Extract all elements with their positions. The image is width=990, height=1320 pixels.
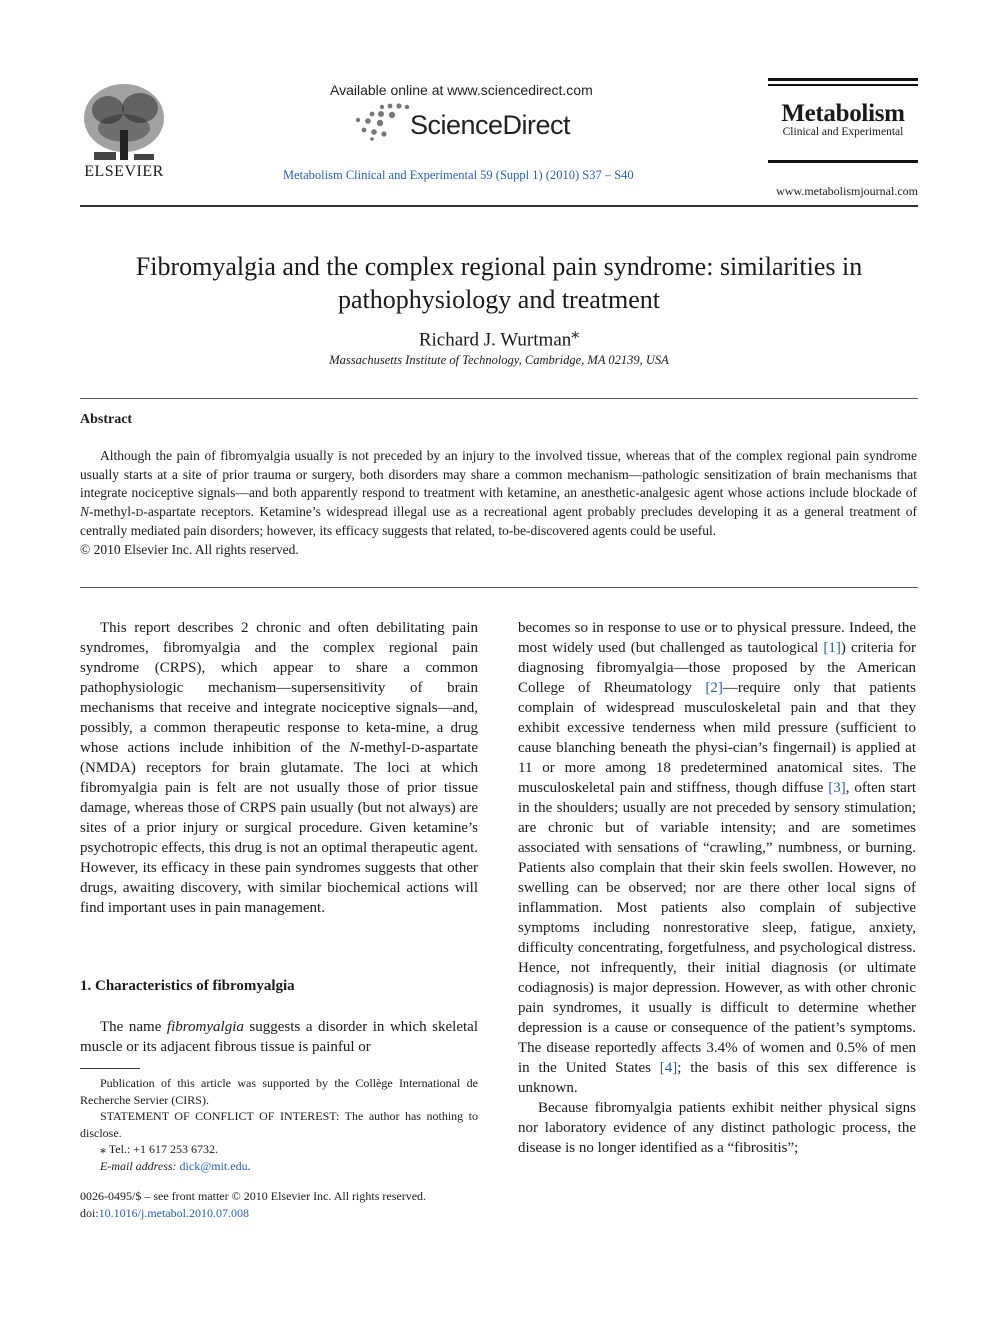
italic-term: fibromyalgia [166, 1019, 244, 1035]
email-period: . [247, 1158, 251, 1173]
abstract-text: -aspartate receptors. Ketamine’s widespread illegal use as a recreational agent probably precludes developing it as a general treatment of centrally mediated pain disorders; however, its efficacy suggests that related, to-be-discovered agents could be useful. [80, 503, 917, 538]
small-caps-d: D [411, 741, 420, 755]
section-1-paragraph [80, 1017, 478, 1057]
body-text: , often start in the shoulders; usually are not preceded by sensory stimulation; are chronic but of variable intensity; and are sometimes associated with sensations of “crawling,” numbness, or burning. Patients also complain that their skin feels swollen. However, no swelling can be observed; nor are there other local signs of inflammation. Most patients also complain of subjective symptoms including nonrestorative sleep, fatigue, anxiety, difficulty concentrating, forgetfulness, and psychological distress. Hence, not infrequently, their initial diagnosis (or ultimate codiagnosis) is major depression. However, as with other chronic pain syndromes, it usually is difficult to determine whether depression is a cause or consequence of the patient’s symptoms. The disease reportedly affects 3.4% of women and 0.5% of men in the United States [518, 780, 916, 1076]
journal-name: Metabolism [781, 99, 905, 127]
author-footnote-mark[interactable]: ⁎ [571, 325, 580, 342]
body-text: -aspartate (NMDA) receptors for brain glutamate. The loci at which fibromyalgia pain is felt are not usually those of prior tissue damage, whereas those of CRPS pain usually (but not always) are sites of a prior injury or surgical procedure. Given ketamine’s psychotropic effects, this drug is not an optimal therapeutic agent. However, its efficacy in these pain syndromes suggests that other drugs, awaiting discovery, with similar biochemical actions will find important uses in pain management. [80, 740, 478, 916]
email-label: E-mail address: [100, 1158, 177, 1173]
front-matter [80, 1188, 478, 1221]
body-text: becomes so in response to use or to physical pressure. Indeed, the most widely used (but challenged as tautological [518, 620, 916, 656]
publisher-name: ELSEVIER [84, 163, 164, 180]
body-text: ; the basis of this sex difference is unknown. [518, 1060, 916, 1096]
body-text: —require only that patients complain of widespread musculoskeletal pain and that they exhibit excessive tenderness when mild pressure (sufficient to cause blanching beneath the physi-cian’s fingernail) is applied at 11 or more among 18 predetermined anatomical sites. The musculoskeletal pain and stiffness, though diffuse [518, 680, 916, 796]
doi-link[interactable]: 10.1016/j.metabol.2010.07.008 [98, 1205, 249, 1220]
author-name: Richard J. Wurtman [418, 329, 572, 351]
section-1-heading: 1. Characteristics of fibromyalgia [80, 978, 295, 994]
journal-rule-top [768, 78, 918, 81]
body-text: This report describes 2 chronic and often debilitating pain syndromes, fibromyalgia and the complex regional pain syndrome (CRPS), which appear to share a common pathophysiologic mechanism—supersensitivity of brain mechanisms that receive and integrate nociceptive signals—and, possibly, a common therapeutic response to keta-mine, a drug whose actions include inhibition of the [80, 620, 478, 756]
intro-paragraph [80, 618, 478, 918]
article-title: Fibromyalgia and the complex regional pain syndrome: similarities in pathophysiology and treatment [135, 252, 863, 314]
header-divider [80, 205, 918, 207]
footnote-email [80, 1158, 478, 1175]
author-line [80, 323, 918, 351]
right-paragraph-1 [518, 618, 916, 1098]
abstract-italic-n: N [80, 503, 90, 519]
issn-line: 0026-0495/$ – see front matter © 2010 Elsevier Inc. All rights reserved. [80, 1189, 427, 1203]
citation-link-4[interactable]: [4] [659, 1060, 678, 1076]
journal-rule-bottom [768, 160, 918, 163]
abstract-small-caps-d: D [135, 506, 144, 519]
body-text: -methyl- [359, 740, 412, 756]
abstract-heading: Abstract [80, 412, 133, 427]
footnote-rule [80, 1068, 140, 1069]
abstract-top-rule [80, 398, 918, 399]
footnote-tel: ⁎ Tel.: +1 617 253 6732. [100, 1142, 219, 1156]
body-text: suggests a disorder in which skeletal muscle or its adjacent fibrous tissue is painful or [80, 1019, 478, 1055]
footnotes [80, 1075, 478, 1174]
italic-n: N [349, 740, 360, 756]
citation-link-2[interactable]: [2] [705, 680, 723, 696]
email-link[interactable]: dick@mit.edu [179, 1158, 248, 1173]
sciencedirect-wordmark: ScienceDirect [410, 110, 571, 140]
journal-url[interactable]: www.metabolismjournal.com [776, 184, 918, 198]
right-column [518, 618, 916, 1158]
abstract-text: -methyl- [89, 503, 136, 519]
abstract-copyright: © 2010 Elsevier Inc. All rights reserved. [80, 541, 299, 557]
intro-section [80, 618, 478, 918]
doi-label: doi: [80, 1205, 99, 1220]
journal-rule-top-thin [768, 84, 918, 86]
body-text: The name [100, 1019, 167, 1035]
abstract-bottom-rule [80, 587, 918, 588]
abstract-text: Although the pain of fibromyalgia usually is not preceded by an injury to the involved tissue, whereas that of the complex regional pain syndrome usually starts at a site of prior trauma or surgery, both disorders may share a common mechanism—pathologic sensitization of brain mechanisms that integrate nociceptive signals—and both apparently respond to treatment with ketamine, an anesthetic-analgesic agent whose actions include blockade of [80, 448, 917, 500]
section-1-body [80, 1017, 478, 1057]
right-paragraph-2: Because fibromyalgia patients exhibit neither physical signs nor laboratory evidence of any distinct pathologic process, the disease is no longer identified as a “fibrositis”; [518, 1100, 916, 1156]
author-affiliation: Massachusetts Institute of Technology, Cambridge, MA 02139, USA [329, 353, 669, 367]
sciencedirect-dots-icon [352, 103, 410, 141]
journal-subtitle: Clinical and Experimental [782, 125, 904, 138]
citation-link-3[interactable]: [3] [828, 780, 846, 796]
abstract-body [80, 447, 917, 559]
footnote-support: Publication of this article was supported by the Collège International de Recherche Servier (CIRS). [80, 1076, 478, 1107]
citation-link-1[interactable]: [1] [823, 640, 841, 656]
body-text: ) criteria for diagnosing fibromyalgia—those proposed by the American College of Rheumatology [518, 640, 916, 696]
journal-logo [768, 78, 918, 138]
available-online-text: Available online at www.sciencedirect.com [330, 82, 593, 98]
doi-line [80, 1205, 478, 1222]
journal-citation-link[interactable]: Metabolism Clinical and Experimental 59 (Suppl 1) (2010) S37 – S40 [283, 168, 634, 182]
footnote-conflict: STATEMENT OF CONFLICT OF INTEREST: The author has nothing to disclose. [80, 1109, 478, 1140]
abstract-paragraph [80, 447, 917, 541]
